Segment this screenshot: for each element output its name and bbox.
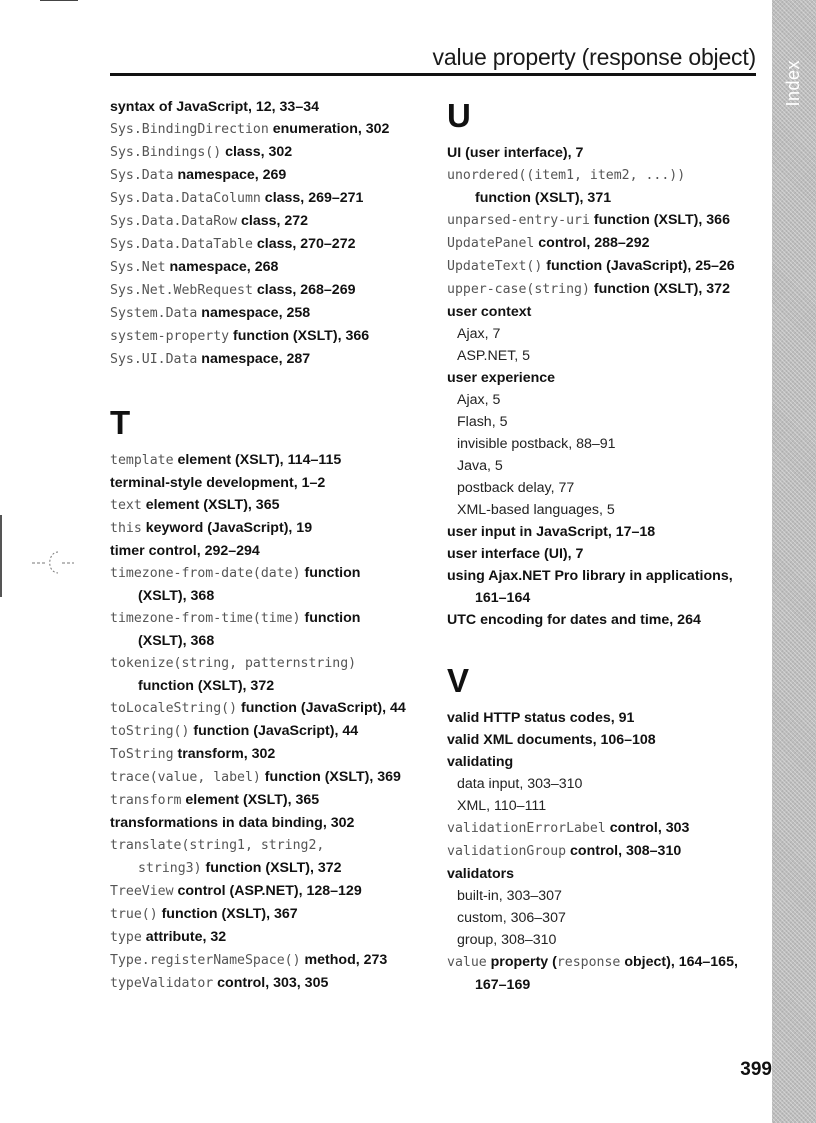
index-entry (110, 857, 430, 880)
index-entry (447, 707, 767, 729)
index-column-left (110, 96, 430, 995)
entry-text: Ajax, 7 (457, 326, 501, 342)
code-term: UpdateText() (447, 259, 543, 274)
index-subentry (447, 389, 767, 411)
code-term: Sys.Net.WebRequest (110, 283, 253, 298)
index-entry (110, 720, 430, 743)
code-term: tokenize(string, patternstring) (110, 656, 357, 671)
code-term: Type.registerNameSpace() (110, 953, 301, 968)
index-entry (447, 587, 767, 609)
code-term: toString() (110, 724, 190, 739)
code-term: UpdatePanel (447, 236, 535, 251)
index-entry (110, 607, 430, 630)
entry-text: class, 272 (237, 213, 309, 229)
entry-text: user context (447, 304, 532, 320)
entry-text: valid XML documents, 106–108 (447, 732, 656, 748)
index-entry (110, 972, 430, 995)
index-entry (447, 543, 767, 565)
index-entry (447, 278, 767, 301)
code-term: ToString (110, 747, 174, 762)
index-section (447, 661, 767, 996)
index-entry (447, 729, 767, 751)
index-column-right (447, 96, 767, 996)
entry-text: 167–169 (475, 977, 531, 993)
top-crop-rule (40, 0, 78, 1)
entry-text: XML, 110–111 (457, 798, 547, 814)
index-subentry (447, 795, 767, 817)
index-entry (447, 301, 767, 323)
index-entry (110, 164, 430, 187)
index-section (447, 96, 767, 631)
entry-text: function (XSLT), 372 (138, 678, 275, 694)
code-term: typeValidator (110, 976, 214, 991)
entry-text: function (XSLT), 372 (589, 281, 730, 297)
entry-text: namespace, 287 (197, 351, 311, 367)
entry-text: function (JavaScript), 25–26 (542, 258, 735, 274)
entry-text: UTC encoding for dates and time, 264 (447, 612, 701, 628)
section-letter: V (447, 662, 470, 699)
entry-text: element (XSLT), 365 (141, 497, 280, 513)
index-entry (110, 494, 430, 517)
index-entry (110, 630, 430, 652)
entry-text: 161–164 (475, 590, 531, 606)
index-subentry (447, 907, 767, 929)
index-entry (110, 743, 430, 766)
index-entry (110, 585, 430, 607)
entry-text: Java, 5 (457, 458, 503, 474)
entry-text: namespace, 268 (165, 259, 279, 275)
code-term: timezone-from-time(time) (110, 611, 301, 626)
entry-text: user interface (UI), 7 (447, 546, 584, 562)
code-term: TreeView (110, 884, 174, 899)
index-subentry (447, 477, 767, 499)
index-entry (110, 812, 430, 834)
code-term: trace(value, label) (110, 770, 261, 785)
entry-text: built-in, 303–307 (457, 888, 562, 904)
code-term: toLocaleString() (110, 701, 238, 716)
index-subentry (447, 455, 767, 477)
entry-text: timer control, 292–294 (110, 543, 260, 559)
entry-text: function (XSLT), 367 (157, 906, 298, 922)
code-term: system-property (110, 329, 230, 344)
entry-text: transformations in data binding, 302 (110, 815, 355, 831)
entry-text: control, 303, 305 (213, 975, 329, 991)
entry-text: method, 273 (300, 952, 388, 968)
entry-text: namespace, 258 (197, 305, 311, 321)
code-term: response (556, 955, 621, 970)
code-term: type (110, 930, 142, 945)
index-side-tab (772, 0, 816, 1123)
entry-text: XML-based languages, 5 (457, 502, 615, 518)
entry-text: postback delay, 77 (457, 480, 575, 496)
code-term: transform (110, 793, 182, 808)
index-entry (110, 141, 430, 164)
index-entry (447, 164, 767, 187)
entry-text: enumeration, 302 (268, 121, 390, 137)
index-subentry (447, 499, 767, 521)
index-entry (110, 472, 430, 494)
code-term: value (447, 955, 487, 970)
code-term: Sys.Data (110, 168, 174, 183)
index-subentry (447, 773, 767, 795)
section-letter: T (110, 404, 131, 441)
entry-text: class, 269–271 (260, 190, 364, 206)
index-entry (447, 609, 767, 631)
entry-text: class, 270–272 (252, 236, 356, 252)
left-crop-mark (0, 515, 2, 597)
entry-text: user input in JavaScript, 17–18 (447, 524, 656, 540)
entry-text: class, 302 (221, 144, 293, 160)
entry-text: UI (user interface), 7 (447, 145, 584, 161)
code-term: upper-case(string) (447, 282, 590, 297)
index-entry (110, 187, 430, 210)
code-term: text (110, 498, 142, 513)
index-entry (110, 256, 430, 279)
entry-text: user experience (447, 370, 556, 386)
code-term: translate(string1, string2, (110, 838, 325, 853)
code-term: System.Data (110, 306, 198, 321)
index-subentry (447, 433, 767, 455)
code-term: Sys.Data.DataRow (110, 214, 238, 229)
index-entry (110, 562, 430, 585)
code-term: Sys.UI.Data (110, 352, 198, 367)
entry-text: element (XSLT), 365 (181, 792, 320, 808)
index-entry (447, 187, 767, 209)
entry-text: invisible postback, 88–91 (457, 436, 616, 452)
index-entry (110, 697, 430, 720)
code-term: validationErrorLabel (447, 821, 606, 836)
code-term: Sys.Data.DataTable (110, 237, 253, 252)
code-term: Sys.Data.DataColumn (110, 191, 261, 206)
code-term: Sys.BindingDirection (110, 122, 269, 137)
index-entry (110, 517, 430, 540)
index-entry (110, 325, 430, 348)
index-entry (447, 367, 767, 389)
entry-text: (XSLT), 368 (138, 633, 215, 649)
entry-text: function (300, 610, 361, 626)
registration-mark-icon (28, 547, 88, 577)
index-section (110, 96, 430, 371)
index-entry (447, 255, 767, 278)
code-term: Sys.Bindings() (110, 145, 222, 160)
entry-text: keyword (JavaScript), 19 (141, 520, 313, 536)
index-entry (110, 96, 430, 118)
index-entry (110, 652, 430, 675)
code-term: validationGroup (447, 844, 567, 859)
index-entry (110, 949, 430, 972)
side-tab-label: Index (783, 60, 803, 107)
index-entry (110, 903, 430, 926)
entry-text: object), 164–165, (620, 954, 738, 970)
entry-text: namespace, 269 (173, 167, 287, 183)
index-entry (110, 834, 430, 857)
entry-text: using Ajax.NET Pro library in applications, (447, 568, 733, 584)
entry-text: validators (447, 866, 515, 882)
entry-text: function (300, 565, 361, 581)
index-entry (110, 279, 430, 302)
index-entry (110, 789, 430, 812)
index-entry (447, 951, 767, 974)
entry-text: attribute, 32 (141, 929, 227, 945)
index-section (110, 403, 430, 995)
entry-text: function (XSLT), 371 (475, 190, 612, 206)
entry-text: Flash, 5 (457, 414, 508, 430)
entry-text: function (XSLT), 366 (229, 328, 370, 344)
entry-text: terminal-style development, 1–2 (110, 475, 326, 491)
entry-text: data input, 303–310 (457, 776, 583, 792)
header-rule (110, 73, 756, 76)
entry-text: class, 268–269 (252, 282, 356, 298)
entry-text: function (XSLT), 369 (260, 769, 401, 785)
index-entry (110, 302, 430, 325)
index-entry (110, 210, 430, 233)
entry-text: Ajax, 5 (457, 392, 501, 408)
index-subentry (447, 323, 767, 345)
entry-text: control (ASP.NET), 128–129 (173, 883, 362, 899)
entry-text: group, 308–310 (457, 932, 557, 948)
entry-text: function (XSLT), 372 (201, 860, 342, 876)
index-entry (447, 840, 767, 863)
index-subentry (447, 885, 767, 907)
index-subentry (447, 345, 767, 367)
entry-text: function (XSLT), 366 (589, 212, 730, 228)
entry-text: function (JavaScript), 44 (237, 700, 406, 716)
entry-text: transform, 302 (173, 746, 276, 762)
code-term: template (110, 453, 174, 468)
index-subentry (447, 929, 767, 951)
entry-text: validating (447, 754, 514, 770)
index-subentry (447, 411, 767, 433)
index-entry (447, 817, 767, 840)
index-entry (110, 880, 430, 903)
code-term: string3) (138, 861, 202, 876)
index-entry (110, 118, 430, 141)
entry-text: syntax of JavaScript, 12, 33–34 (110, 99, 319, 115)
entry-text: control, 303 (605, 820, 690, 836)
index-entry (110, 926, 430, 949)
entry-text: control, 308–310 (566, 843, 682, 859)
index-entry (447, 209, 767, 232)
entry-text: element (XSLT), 114–115 (173, 452, 342, 468)
entry-text: control, 288–292 (534, 235, 650, 251)
index-entry (447, 232, 767, 255)
page-number: 399 (740, 1059, 772, 1080)
entry-text: (XSLT), 368 (138, 588, 215, 604)
index-entry (447, 142, 767, 164)
index-entry (447, 565, 767, 587)
code-term: timezone-from-date(date) (110, 566, 301, 581)
entry-text: ASP.NET, 5 (457, 348, 531, 364)
entry-text: custom, 306–307 (457, 910, 566, 926)
index-entry (110, 348, 430, 371)
index-entry (110, 449, 430, 472)
entry-text: property ( (486, 954, 557, 970)
code-term: unparsed-entry-uri (447, 213, 590, 228)
running-header-title: value property (response object) (432, 44, 756, 70)
code-term: true() (110, 907, 158, 922)
index-entry (447, 521, 767, 543)
section-letter: U (447, 97, 471, 134)
index-entry (110, 233, 430, 256)
code-term: Sys.Net (110, 260, 166, 275)
code-term: unordered((item1, item2, ...)) (447, 168, 686, 183)
code-term: this (110, 521, 142, 536)
index-entry (447, 751, 767, 773)
entry-text: valid HTTP status codes, 91 (447, 710, 635, 726)
index-entry (110, 766, 430, 789)
index-entry (110, 540, 430, 562)
index-entry (447, 974, 767, 996)
index-entry (110, 675, 430, 697)
entry-text: function (JavaScript), 44 (189, 723, 359, 739)
index-entry (447, 863, 767, 885)
